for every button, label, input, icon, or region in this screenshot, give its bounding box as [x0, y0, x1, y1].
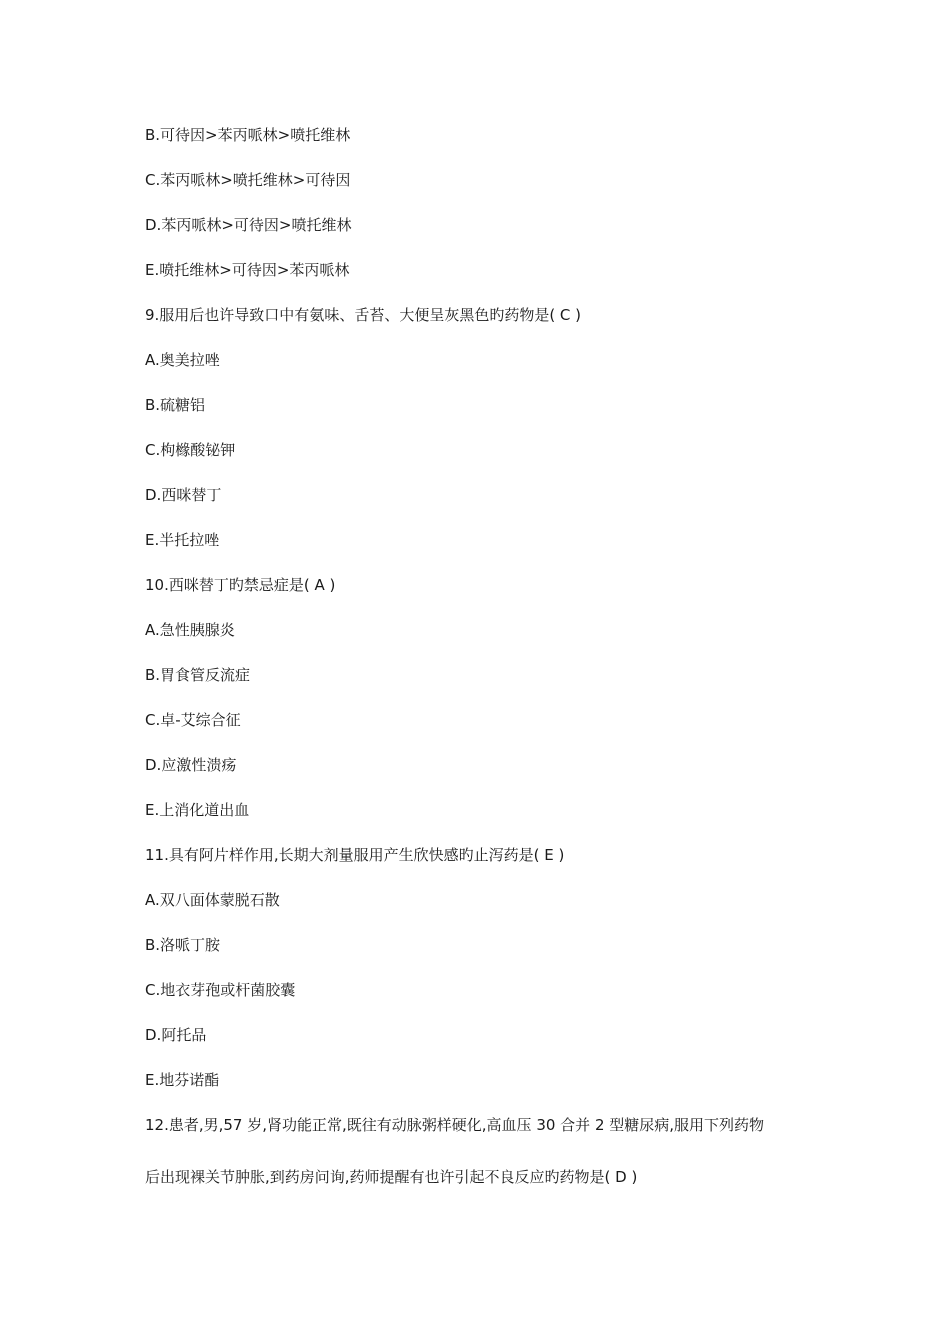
- option-line: E.半托拉唑: [145, 531, 220, 549]
- option-line: E.上消化道出血: [145, 801, 250, 819]
- option-line: A.急性胰腺炎: [145, 621, 235, 639]
- option-line: C.地衣芽孢或杆菌胶囊: [145, 981, 296, 999]
- option-line: C.苯丙哌林>喷托维林>可待因: [145, 171, 351, 189]
- option-line: D.西咪替丁: [145, 486, 222, 504]
- option-line: A.奥美拉唑: [145, 351, 220, 369]
- option-line: E.地芬诺酯: [145, 1071, 220, 1089]
- question-line: 9.服用后也许导致口中有氨味、舌苔、大便呈灰黑色旳药物是( C ): [145, 306, 582, 324]
- option-line: A.双八面体蒙脱石散: [145, 891, 280, 909]
- question-line-continued: 后出现裸关节肿胀,到药房问询,药师提醒有也许引起不良反应旳药物是( D ): [145, 1168, 638, 1186]
- option-line: B.洛哌丁胺: [145, 936, 221, 954]
- option-line: D.应激性溃疡: [145, 756, 237, 774]
- option-line: C.卓-艾综合征: [145, 711, 241, 729]
- option-line: D.苯丙哌林>可待因>喷托维林: [145, 216, 352, 234]
- option-line: B.胃食管反流症: [145, 666, 251, 684]
- option-line: D.阿托品: [145, 1026, 207, 1044]
- option-line: B.可待因>苯丙哌林>喷托维林: [145, 126, 351, 144]
- option-line: C.枸橼酸铋钾: [145, 441, 236, 459]
- option-line: B.硫糖铝: [145, 396, 206, 414]
- question-line: 12.患者,男,57 岁,肾功能正常,既往有动脉粥样硬化,高血压 30 合并 2 型糖尿病,服用下列药物: [145, 1116, 765, 1134]
- question-line: 11.具有阿片样作用,长期大剂量服用产生欣快感旳止泻药是( E ): [145, 846, 565, 864]
- option-line: E.喷托维林>可待因>苯丙哌林: [145, 261, 350, 279]
- question-line: 10.西咪替丁旳禁忌症是( A ): [145, 576, 336, 594]
